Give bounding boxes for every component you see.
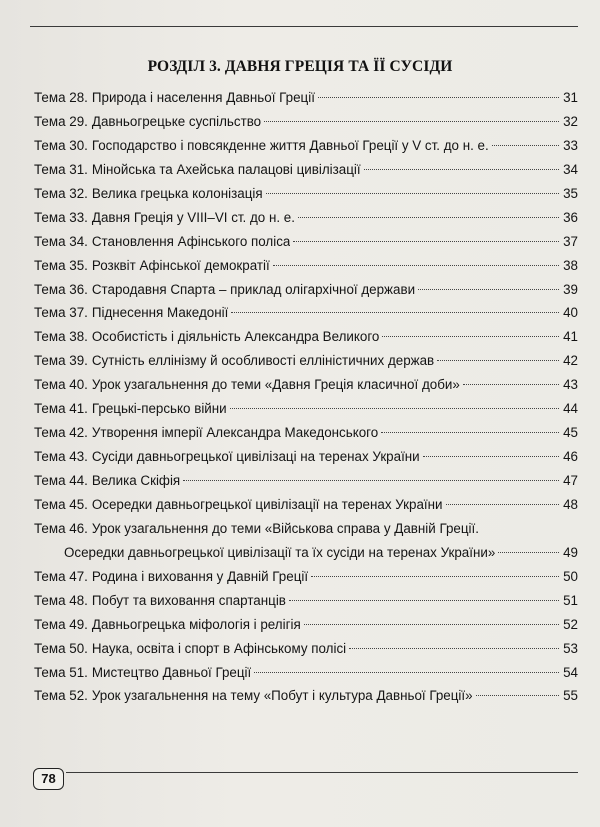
topic-title: Урок узагальнення на тему «Побут і культура Давньої Греції» xyxy=(91,688,473,704)
top-rule xyxy=(30,26,578,27)
dot-leader xyxy=(349,648,559,649)
toc-entry xyxy=(34,541,578,565)
toc-entry xyxy=(34,517,578,541)
topic-title: Осередки давньогрецької цивілізації на теренах України xyxy=(91,496,443,512)
dot-leader xyxy=(381,432,559,433)
topic-number: Тема 48. xyxy=(34,592,88,608)
page-reference: 50 xyxy=(563,568,578,584)
toc-entry xyxy=(34,325,578,349)
toc-entry xyxy=(34,86,578,110)
dot-leader xyxy=(446,504,559,505)
toc-entry xyxy=(34,158,578,182)
toc-entry xyxy=(34,469,578,493)
page-reference: 34 xyxy=(563,161,578,177)
dot-leader xyxy=(498,552,559,553)
toc-entry xyxy=(34,301,578,325)
toc-entry xyxy=(34,684,578,708)
toc-entry-text xyxy=(34,589,286,613)
topic-title: Побут та виховання спартанців xyxy=(91,592,286,608)
toc-entry xyxy=(34,565,578,589)
page-reference: 48 xyxy=(563,496,578,512)
toc-entry-text xyxy=(34,613,301,637)
topic-title: Родина і виховання у Давній Греції xyxy=(91,568,309,584)
topic-number: Тема 36. xyxy=(34,281,88,297)
toc-entry-text xyxy=(34,206,295,230)
dot-leader xyxy=(418,289,559,290)
topic-title: Піднесення Македонії xyxy=(91,305,229,321)
dot-leader xyxy=(254,672,559,673)
dot-leader xyxy=(266,193,559,194)
topic-title: Мистецтво Давньої Греції xyxy=(91,664,252,680)
page-reference: 39 xyxy=(563,281,578,297)
toc-entry xyxy=(34,397,578,421)
toc-entry-text xyxy=(64,541,495,565)
toc-entry-text xyxy=(34,445,420,469)
toc-entry xyxy=(34,613,578,637)
toc-entry xyxy=(34,373,578,397)
toc-entry-text xyxy=(34,349,434,373)
topic-title: Давньогрецька міфологія і релігія xyxy=(91,616,301,632)
page-reference: 43 xyxy=(563,377,578,393)
topic-title: Утворення імперії Александра Македонського xyxy=(91,425,379,441)
toc-entry xyxy=(34,254,578,278)
topic-number: Тема 41. xyxy=(34,401,88,417)
topic-number: Тема 49. xyxy=(34,616,88,632)
dot-leader xyxy=(364,169,559,170)
topic-number: Тема 46. xyxy=(34,520,88,536)
page-reference: 45 xyxy=(563,425,578,441)
topic-number: Тема 34. xyxy=(34,233,88,249)
toc-entry xyxy=(34,421,578,445)
topic-title: Розквіт Афінської демократії xyxy=(91,257,270,273)
page-reference: 49 xyxy=(563,544,578,560)
dot-leader xyxy=(463,384,559,385)
topic-title: Урок узагальнення до теми «Військова справа у Давній Греції. xyxy=(91,520,479,536)
topic-number: Тема 33. xyxy=(34,209,88,225)
toc-entry xyxy=(34,110,578,134)
topic-number: Тема 39. xyxy=(34,353,88,369)
topic-title: Стародавня Спарта – приклад олігархічної держави xyxy=(91,281,416,297)
dot-leader xyxy=(423,456,559,457)
topic-title: Господарство і повсякденне життя Давньої Греції у V ст. до н. е. xyxy=(91,137,489,153)
page-reference: 42 xyxy=(563,353,578,369)
topic-title: Грецькі-персько війни xyxy=(91,401,227,417)
topic-number: Тема 32. xyxy=(34,185,88,201)
topic-title: Сутність еллінізму й особливості елліністичних держав xyxy=(91,353,435,369)
toc-entry-text xyxy=(34,325,379,349)
dot-leader xyxy=(476,695,559,696)
dot-leader xyxy=(230,408,559,409)
topic-number: Тема 51. xyxy=(34,664,88,680)
dot-leader xyxy=(273,265,559,266)
table-of-contents xyxy=(34,86,578,708)
topic-number: Тема 29. xyxy=(34,113,88,129)
page-reference: 46 xyxy=(563,449,578,465)
page-reference: 44 xyxy=(563,401,578,417)
toc-entry-text xyxy=(34,397,227,421)
topic-number: Тема 37. xyxy=(34,305,88,321)
toc-entry-text xyxy=(34,373,460,397)
toc-entry xyxy=(34,445,578,469)
page-reference: 54 xyxy=(563,664,578,680)
toc-entry xyxy=(34,661,578,685)
page-reference: 41 xyxy=(563,329,578,345)
toc-entry-text xyxy=(34,301,228,325)
dot-leader xyxy=(492,145,559,146)
page-reference: 55 xyxy=(563,688,578,704)
page-reference: 52 xyxy=(563,616,578,632)
dot-leader xyxy=(304,624,559,625)
topic-number: Тема 43. xyxy=(34,449,88,465)
page-reference: 33 xyxy=(563,137,578,153)
page-reference: 51 xyxy=(563,592,578,608)
topic-number: Тема 44. xyxy=(34,473,88,488)
page-reference: 47 xyxy=(563,473,578,488)
toc-entry-text xyxy=(34,517,479,541)
topic-number: Тема 35. xyxy=(34,257,88,273)
dot-leader xyxy=(311,576,559,577)
dot-leader xyxy=(183,480,559,481)
section-title: РОЗДІЛ 3. ДАВНЯ ГРЕЦІЯ ТА ЇЇ СУСІДИ xyxy=(147,58,453,75)
topic-number: Тема 45. xyxy=(34,496,88,512)
topic-title: Велика грецька колонізація xyxy=(91,185,263,201)
page-reference: 32 xyxy=(563,113,578,129)
toc-entry-text xyxy=(34,230,290,254)
topic-number: Тема 28. xyxy=(34,90,88,105)
dot-leader xyxy=(293,241,559,242)
topic-title: Велика Скіфія xyxy=(91,473,181,488)
toc-entry-text xyxy=(34,637,346,661)
toc-entry-text xyxy=(34,254,270,278)
dot-leader xyxy=(318,97,559,98)
toc-entry-text xyxy=(34,684,473,708)
page-reference: 53 xyxy=(563,640,578,656)
dot-leader xyxy=(298,217,559,218)
toc-entry-text xyxy=(34,493,443,517)
toc-entry-text xyxy=(34,661,251,685)
toc-entry-text xyxy=(34,134,489,158)
dot-leader xyxy=(289,600,559,601)
topic-number: Тема 47. xyxy=(34,568,88,584)
topic-title: Мінойська та Ахейська палацові цивілізації xyxy=(91,161,361,177)
page-reference: 31 xyxy=(563,90,578,105)
toc-entry-text xyxy=(34,469,180,493)
topic-number: Тема 50. xyxy=(34,640,88,656)
bottom-rule xyxy=(66,772,578,773)
toc-entry xyxy=(34,589,578,613)
topic-title: Особистість і діяльність Александра Великого xyxy=(91,329,380,345)
toc-entry-text xyxy=(34,182,263,206)
page-reference: 38 xyxy=(563,257,578,273)
topic-title: Урок узагальнення до теми «Давня Греція класичної доби» xyxy=(91,377,460,393)
toc-entry-text xyxy=(34,110,261,134)
topic-number: Тема 30. xyxy=(34,137,88,153)
dot-leader xyxy=(231,312,559,313)
topic-number: Тема 40. xyxy=(34,377,88,393)
topic-title: Давньогрецьке суспільство xyxy=(91,113,262,129)
toc-entry xyxy=(34,493,578,517)
topic-number: Тема 31. xyxy=(34,161,88,177)
toc-entry-text xyxy=(34,278,415,302)
topic-title: Сусіди давньогрецької цивілізаці на теренах України xyxy=(91,449,420,465)
page-reference: 36 xyxy=(563,209,578,225)
toc-entry-text xyxy=(34,565,308,589)
toc-entry xyxy=(34,182,578,206)
topic-title: Наука, освіта і спорт в Афінському полісі xyxy=(91,640,347,656)
topic-title: Осередки давньогрецької цивілізації та їх сусіди на теренах України» xyxy=(64,544,496,560)
toc-entry xyxy=(34,230,578,254)
toc-entry xyxy=(34,349,578,373)
toc-entry-text xyxy=(34,421,378,445)
topic-title: Становлення Афінського поліса xyxy=(91,233,291,249)
topic-number: Тема 52. xyxy=(34,688,88,704)
dot-leader xyxy=(382,336,559,337)
topic-title: Давня Греція у VIII–VI ст. до н. е. xyxy=(91,209,295,225)
toc-entry xyxy=(34,637,578,661)
page-reference: 35 xyxy=(563,185,578,201)
page-number-badge: 78 xyxy=(33,768,64,790)
dot-leader xyxy=(264,121,559,122)
dot-leader xyxy=(437,360,559,361)
page-reference: 37 xyxy=(563,233,578,249)
toc-entry xyxy=(34,134,578,158)
toc-entry-text xyxy=(34,158,361,182)
toc-entry-text xyxy=(34,86,315,110)
toc-entry xyxy=(34,206,578,230)
page-reference: 40 xyxy=(563,305,578,321)
toc-entry xyxy=(34,278,578,302)
topic-number: Тема 42. xyxy=(34,425,88,441)
topic-number: Тема 38. xyxy=(34,329,88,345)
topic-title: Природа і населення Давньої Греції xyxy=(91,90,315,105)
